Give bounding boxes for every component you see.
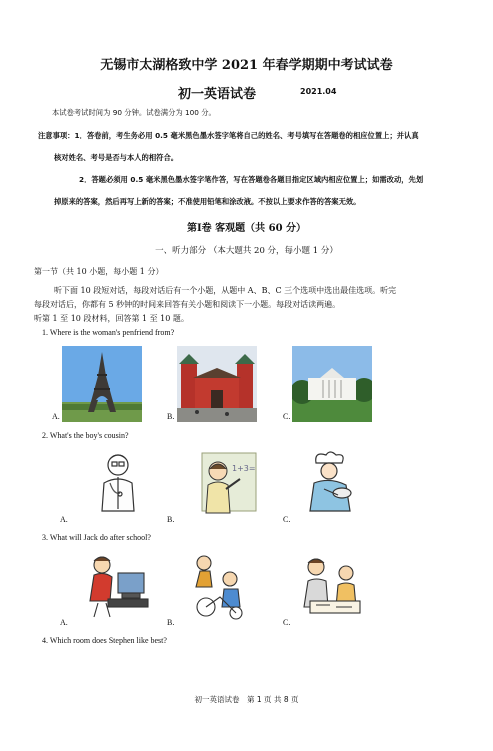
cook-image <box>302 449 358 515</box>
question-1-option-a: A. <box>52 412 60 421</box>
note-1-line-2: 核对姓名、考号是否与本人的相符合。 <box>54 153 179 162</box>
svg-text:1+3=: 1+3= <box>232 464 256 473</box>
question-1-option-c: C. <box>283 412 291 421</box>
homework-image <box>296 551 368 621</box>
question-3-option-c: C. <box>283 618 291 627</box>
exam-title: 无锡市太湖格致中学 2021 年春学期期中考试试卷 <box>100 58 393 73</box>
eiffel-tower-image <box>62 346 142 422</box>
directions-line-2: 每段对话后，你都有 5 秒钟的时间来回答有关小题和阅读下一小题。每段对话读两遍。 <box>34 300 341 309</box>
question-3-option-a: A. <box>60 618 68 627</box>
doctor-image <box>88 449 148 515</box>
computer-games-image <box>80 551 152 619</box>
question-2-option-c: C. <box>283 515 291 524</box>
subsection-heading: 第一节（共 10 小题，每小题 1 分） <box>34 267 164 276</box>
directions-line-1: 听下面 10 段短对话，每段对话后有一个小题，从题中 A、B、C 三个选项中选出最佳选项。听完 <box>54 286 397 295</box>
question-3-option-b: B. <box>167 618 175 627</box>
question-1: 1. Where is the woman's penfriend from? <box>42 328 175 337</box>
white-house-image <box>292 346 372 422</box>
question-3: 3. What will Jack do after school? <box>42 533 151 542</box>
question-2-option-b: B. <box>167 515 175 524</box>
note-1-line-1: 注意事项：1．答卷前，考生务必用 0.5 毫米黑色墨水签字笔将自己的姓名、考号填写在答题卷的相应位置上；并认真 <box>38 131 419 140</box>
ride-bikes-image <box>190 551 252 621</box>
note-2-line-2: 掉原来的答案，然后再写上新的答案；不准使用铅笔和涂改液。不按以上要求作答的答案无效。 <box>54 197 361 206</box>
exam-time-note: 本试卷考试时间为 90 分钟。试卷满分为 100 分。 <box>52 108 216 117</box>
question-4: 4. Which room does Stephen like best? <box>42 636 167 645</box>
exam-date: 2021.04 <box>300 87 337 96</box>
page-footer: 初一英语试卷 第 1 页 共 8 页 <box>194 695 299 704</box>
question-2: 2. What's the boy's cousin? <box>42 431 129 440</box>
teacher-image <box>196 449 260 517</box>
directions-line-3: 听第 1 至 10 段材料，回答第 1 至 10 题。 <box>34 314 189 323</box>
note-2-line-1: 2．答题必须用 0.5 毫米黑色墨水签字笔作答，写在答题卷各题目指定区域内相应位置上；如需改动，先划 <box>79 175 424 184</box>
exam-subtitle: 初一英语试卷 <box>178 87 257 102</box>
listening-part-heading: 一、听力部分 （本大题共 20 分，每小题 1 分） <box>155 246 338 256</box>
question-2-option-a: A. <box>60 515 68 524</box>
question-1-option-b: B. <box>167 412 175 421</box>
chinese-gate-image <box>177 346 257 422</box>
section-title: 第Ⅰ卷 客观题（共 60 分） <box>186 223 307 234</box>
